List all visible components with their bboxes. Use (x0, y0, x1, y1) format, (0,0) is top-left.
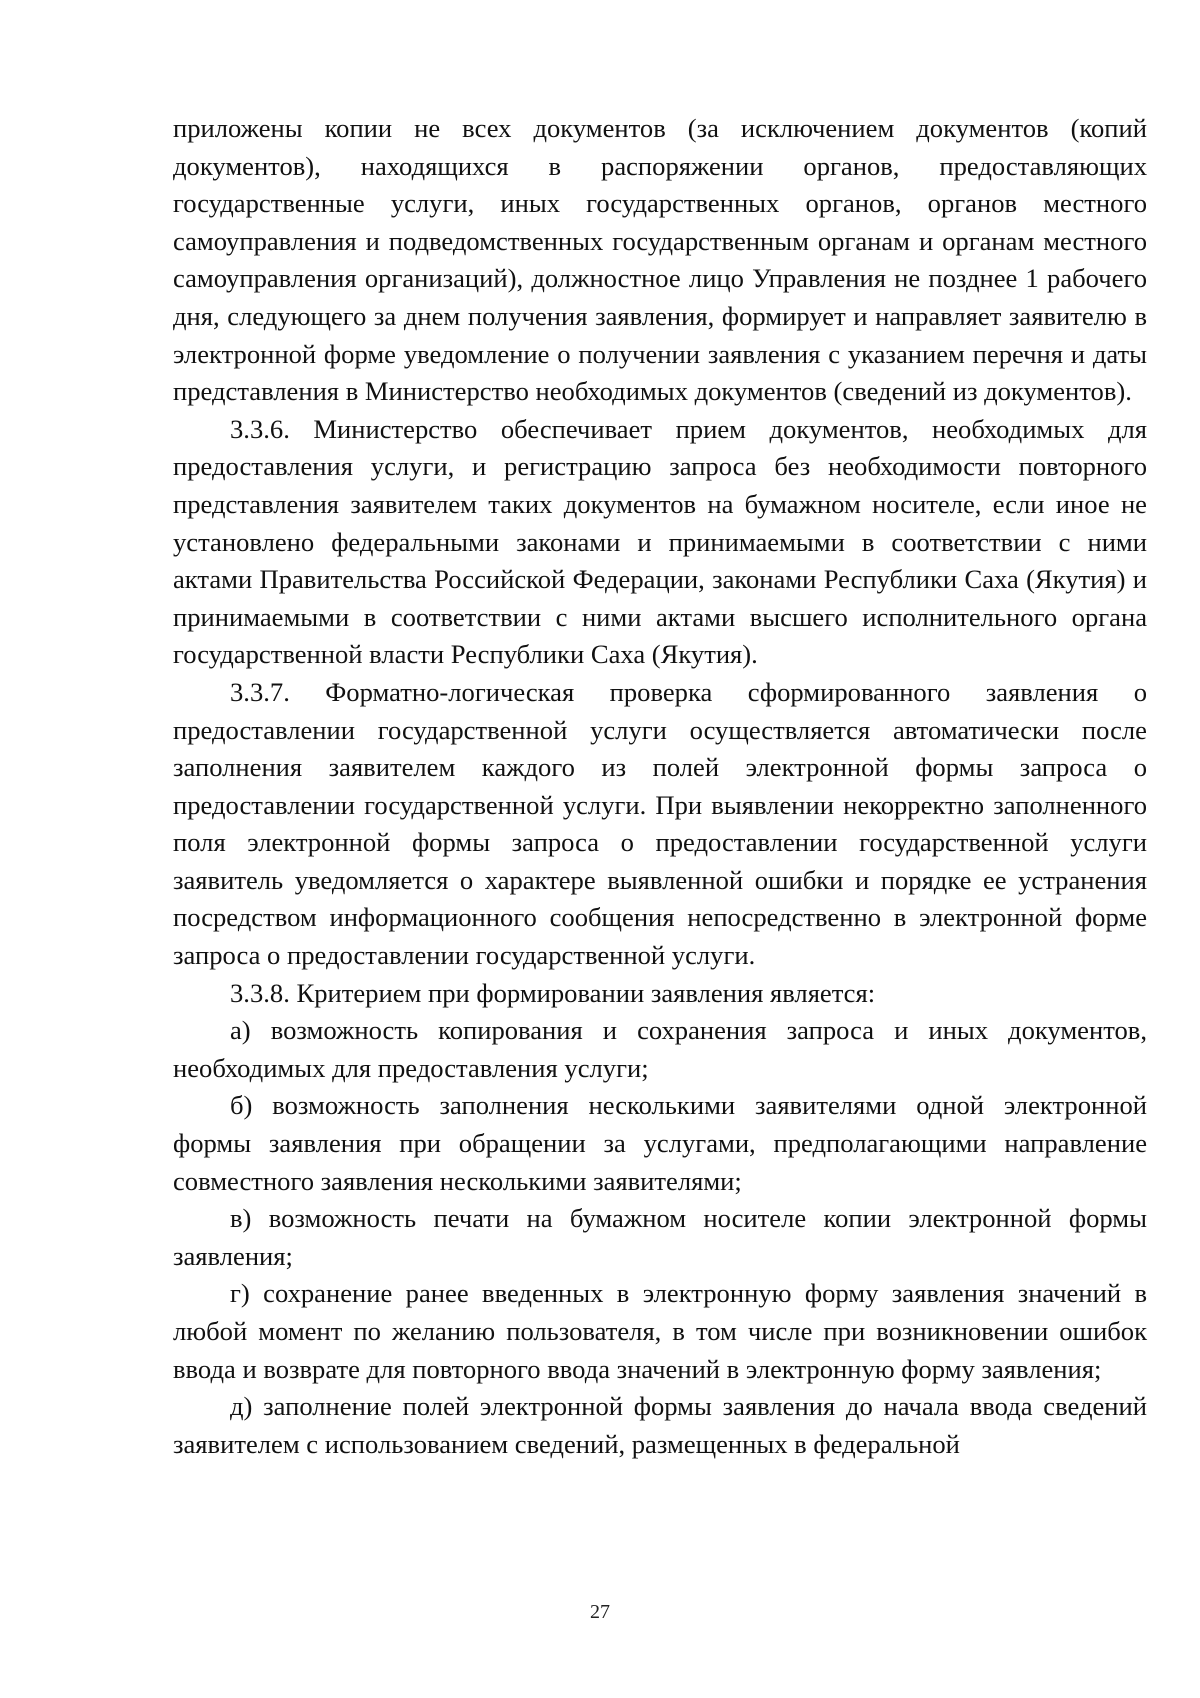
list-item-d: д) заполнение полей электронной формы заявления до начала ввода сведений заявителем с использованием сведений, размещенных в федеральной (173, 1391, 1147, 1459)
paragraph-3-3-7: 3.3.7. Форматно-логическая проверка сформированного заявления о предоставлении государственной услуги осуществляется автоматически после заполнения заявителем каждого из полей электронной формы запроса о предоставлении государственной услуги. При выявлении некорректно заполненного поля электронной формы запроса о предоставлении государственной услуги заявитель уведомляется о характере выявленной ошибки и порядке ее устранения посредством информационного сообщения непосредственно в электронной форме запроса о предоставлении государственной услуги. (173, 676, 1147, 971)
paragraph-3-3-8: 3.3.8. Критерием при формировании заявления является: (230, 977, 876, 1008)
paragraph-3-3-6: 3.3.6. Министерство обеспечивает прием документов, необходимых для предоставления услуги, и регистрацию запроса без необходимости повторного представления заявителем таких документов на бумажном носителе, если иное не установлено федеральными законами и принимаемыми в соответствии с ними актами Правительства Российской Федерации, законами Республики Саха (Якутия) и принимаемыми в соответствии с ними актами высшего исполнительного органа государственной власти Республики Саха (Якутия). (173, 413, 1147, 670)
list-item-v: в) возможность печати на бумажном носителе копии электронной формы заявления; (173, 1203, 1147, 1271)
list-item-g: г) сохранение ранее введенных в электронную форму заявления значений в любой момент по желанию пользователя, в том числе при возникновении ошибок ввода и возврате для повторного ввода значений в электронную форму заявления; (173, 1278, 1147, 1384)
list-item-a: а) возможность копирования и сохранения запроса и иных документов, необходимых для предоставления услуги; (173, 1015, 1147, 1083)
paragraph-continuation: приложены копии не всех документов (за исключением документов (копий документов), находящихся в распоряжении органов, предоставляющих государственные услуги, иных государственных органов, органов местного самоуправления и подведомственных государственным органам и органам местного самоуправления организаций), должностное лицо Управления не позднее 1 рабочего дня, следующего за днем получения заявления, формирует и направляет заявителю в электронной форме уведомление о получении заявления с указанием перечня и даты представления в Министерство необходимых документов (сведений из документов). (173, 113, 1147, 407)
list-item-b: б) возможность заполнения несколькими заявителями одной электронной формы заявления при обращении за услугами, предполагающими направление совместного заявления несколькими заявителями; (173, 1090, 1147, 1196)
page-number: 27 (590, 1601, 610, 1623)
document-body (173, 110, 1147, 1463)
